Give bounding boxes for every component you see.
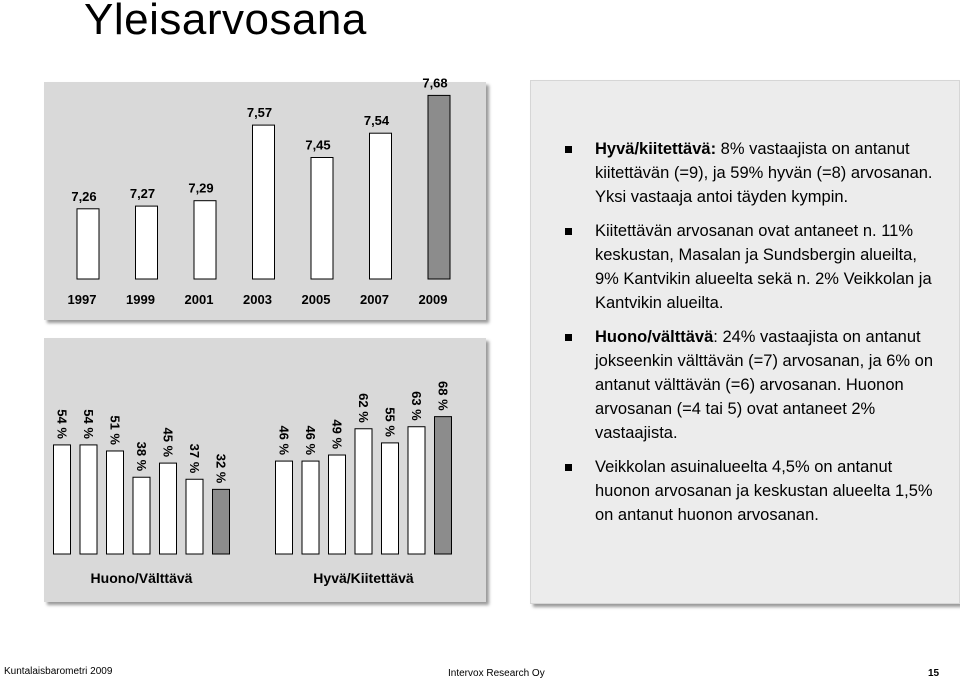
share-value-label: 37 % <box>187 443 202 474</box>
year-tick-label: 2003 <box>243 292 272 307</box>
share-bar <box>355 429 372 554</box>
year-tick-label: 2001 <box>184 292 214 307</box>
grade-bar <box>370 133 392 279</box>
share-value-label: 38 % <box>134 441 149 472</box>
grade-bar <box>77 209 99 279</box>
bullet-text: Veikkolan asuinalueelta 4,5% on antanut huonon arvosanan ja keskustan alueelta 1,5% on antanut huonon arvosanan. <box>595 458 933 524</box>
share-bar <box>54 445 71 554</box>
grade-bar <box>194 201 216 279</box>
grade-bar <box>428 95 450 279</box>
year-tick-label: 1997 <box>67 292 97 307</box>
group-label: Hyvä/Kiitettävä <box>313 570 414 586</box>
grade-value-label: 7,26 <box>71 188 97 204</box>
share-value-label: 68 % <box>435 380 451 411</box>
page-number: 15 <box>928 668 940 679</box>
group-label: Huono/Välttävä <box>90 570 193 586</box>
grade-value-label: 7,45 <box>305 137 331 153</box>
share-value-label: 46 % <box>276 425 292 456</box>
share-bar <box>382 443 399 554</box>
share-value-label: 62 % <box>356 393 371 423</box>
share-bar <box>213 489 230 554</box>
share-value-label: 46 % <box>303 425 318 456</box>
share-value-label: 63 % <box>409 391 424 421</box>
share-bar <box>408 427 425 554</box>
commentary-list <box>531 81 959 527</box>
bullet-text: : 24% vastaajista on antanut jokseenkin välttävän (=7) arvosanan, ja 6% on antanut välttävän (=6) arvosanan. Huonon arvosanan (=4 tai 5) ovat antaneet 2% vastaajista. <box>595 328 933 442</box>
share-value-label: 49 % <box>329 419 345 450</box>
share-value-label: 32 % <box>213 453 229 484</box>
bullet-bold-lead: Huono/välttävä <box>595 328 714 346</box>
distribution-chart-panel <box>44 338 486 602</box>
share-value-label: 45 % <box>160 427 176 458</box>
bullet-item <box>565 219 941 315</box>
grade-chart-panel <box>44 75 486 320</box>
share-value-label: 51 % <box>107 415 123 445</box>
share-bar <box>107 451 124 554</box>
page-title: Yleisarvosana <box>84 0 367 44</box>
grade-bar <box>136 206 158 279</box>
share-value-label: 55 % <box>382 407 398 437</box>
share-bar <box>186 479 203 554</box>
bullet-text: Kiitettävän arvosanan ovat antaneet n. 11% keskustan, Masalan ja Sundsbergin alueilta, 9% Kantvikin alueelta sekä n. 2% Veikkolan ja Kantvikin alueilta. <box>595 222 932 312</box>
footer-left: Kuntalaisbarometri 2009 <box>4 666 113 677</box>
grade-value-label: 7,27 <box>129 186 156 202</box>
grade-value-label: 7,68 <box>422 75 448 91</box>
bullet-bold-lead: Hyvä/kiitettävä: <box>595 140 717 158</box>
grade-value-label: 7,54 <box>363 113 390 129</box>
commentary-panel <box>530 80 960 604</box>
year-tick-label: 2009 <box>418 292 448 307</box>
bullet-item <box>565 137 941 209</box>
share-bar <box>276 461 293 554</box>
bullet-item <box>565 325 941 445</box>
year-tick-label: 2005 <box>301 292 331 307</box>
share-bar <box>329 455 346 554</box>
grade-bar <box>253 125 275 279</box>
share-value-label: 54 % <box>54 409 70 439</box>
footer-center: Intervox Research Oy <box>448 668 545 679</box>
share-bar <box>302 461 319 554</box>
distribution-bar-chart <box>44 338 486 602</box>
grade-bar <box>311 158 333 280</box>
year-tick-label: 1999 <box>126 292 155 307</box>
year-tick-label: 2007 <box>360 292 389 307</box>
grade-value-label: 7,29 <box>188 180 214 196</box>
share-bar <box>80 445 97 554</box>
grade-value-label: 7,57 <box>246 105 273 121</box>
grade-bar-chart <box>44 75 486 320</box>
share-bar <box>160 463 177 554</box>
bullet-item <box>565 455 941 527</box>
share-value-label: 54 % <box>81 409 96 439</box>
share-bar <box>133 477 150 554</box>
bullet-text: 8% vastaajista on antanut kiitettävän (=9), ja 59% hyvän (=8) arvosanan. Yksi vastaaja antoi täyden kympin. <box>595 140 933 206</box>
share-bar <box>435 417 452 554</box>
